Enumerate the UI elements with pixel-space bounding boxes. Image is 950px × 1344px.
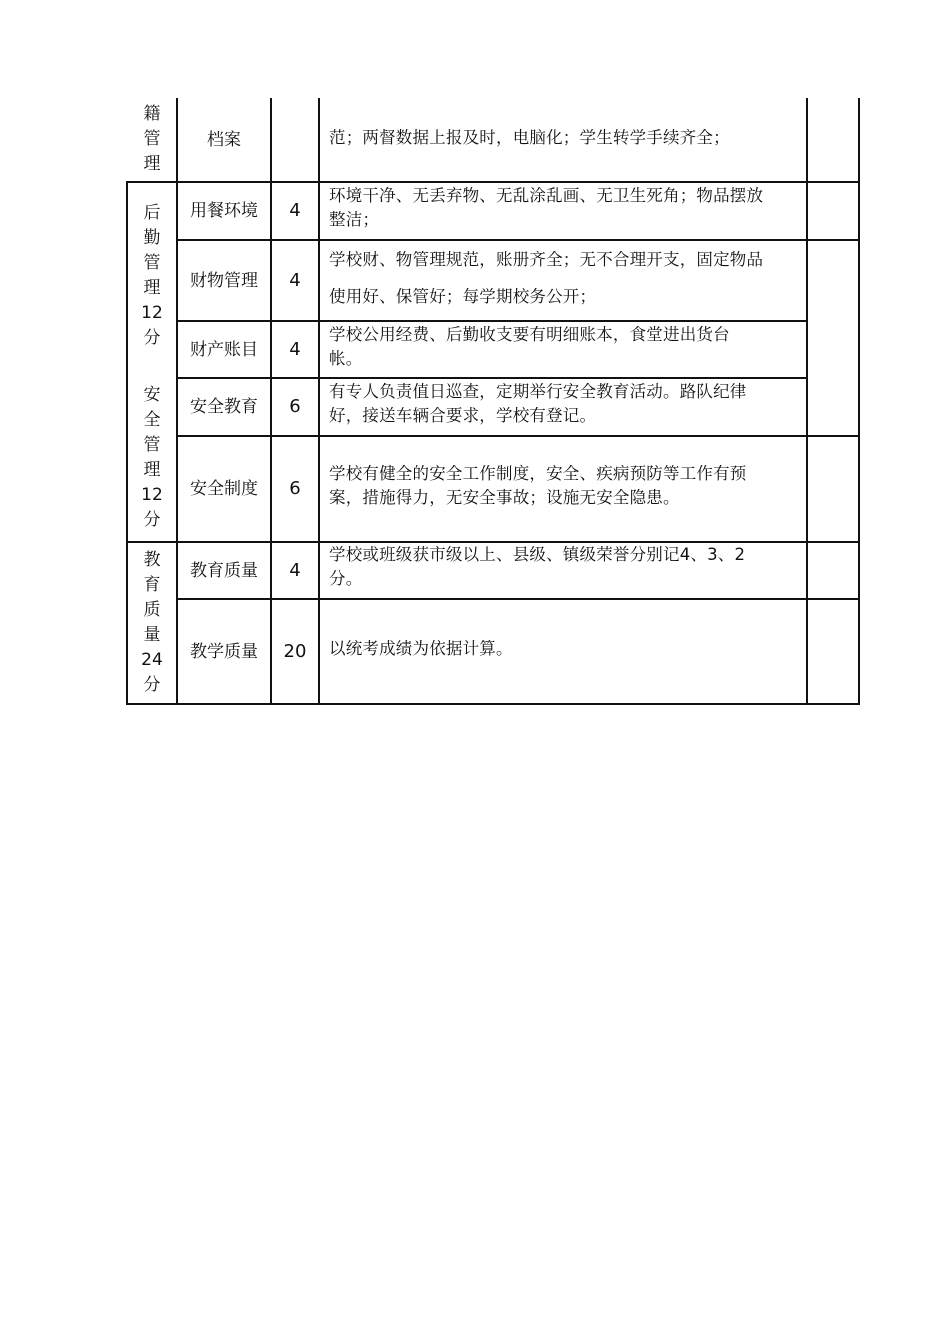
category-char: 24 <box>141 650 163 670</box>
score-cell: 6 <box>289 478 301 499</box>
item-cell: 安全教育 <box>190 397 258 417</box>
remark-cell <box>808 98 858 181</box>
description-cell <box>329 241 803 315</box>
category-char: 教 <box>143 550 161 570</box>
category-char: 理 <box>143 154 161 174</box>
score-cell: 4 <box>289 200 301 221</box>
score-cell: 6 <box>289 396 301 417</box>
row-divider-3 <box>176 377 808 379</box>
category-char: 安 <box>143 385 161 405</box>
description-line: 整洁； <box>329 210 380 229</box>
description-cell <box>329 184 803 232</box>
category-char: 分 <box>143 328 161 348</box>
description-line: 学校或班级获市级以上、县级、镇级荣誉分别记4、3、2 <box>329 545 746 564</box>
category-char: 分 <box>143 675 161 695</box>
description-line: 帐。 <box>329 349 363 368</box>
description-cell <box>329 380 803 428</box>
item-cell: 安全制度 <box>190 479 258 499</box>
score-cell: 4 <box>289 559 301 581</box>
col-divider-3 <box>318 98 320 705</box>
description-line: 范；两督数据上报及时，电脑化；学生转学手续齐全； <box>329 128 730 147</box>
description-line: 以统考成绩为依据计算。 <box>329 639 513 658</box>
category-logistics <box>128 196 176 356</box>
description-line: 学校有健全的安全工作制度，安全、疾病预防等工作有预 <box>329 464 747 483</box>
description-line: 使用好、保管好；每学期校务公开； <box>329 287 597 306</box>
description-cell <box>329 462 803 510</box>
item-cell: 教学质量 <box>190 641 258 662</box>
category-char: 育 <box>143 575 161 595</box>
description-cell <box>329 323 803 371</box>
description-line: 学校公用经费、后勤收支要有明细账本，食堂进出货台 <box>329 325 730 344</box>
category-char: 勤 <box>143 228 161 248</box>
category-char: 管 <box>143 435 161 455</box>
row-divider-2 <box>176 320 808 322</box>
item-cell: 财产账目 <box>190 339 258 360</box>
item-cell: 档案 <box>207 129 241 150</box>
category-char: 管 <box>143 129 161 149</box>
category-char: 后 <box>143 203 161 223</box>
remark-cell <box>808 543 858 598</box>
description-line: 有专人负责值日巡查，定期举行安全教育活动。路队纪律 <box>329 382 747 401</box>
table-border-right <box>858 98 860 705</box>
category-char: 理 <box>143 278 161 298</box>
score-cell <box>272 98 318 181</box>
category-education-quality <box>128 543 176 703</box>
description-line: 好，接送车辆合要求，学校有登记。 <box>329 406 597 425</box>
item-cell: 教育质量 <box>190 560 258 581</box>
item-cell: 用餐环境 <box>190 201 258 221</box>
description-line: 案，措施得力，无安全事故；设施无安全隐患。 <box>329 488 680 507</box>
description-line: 环境干净、无丢弃物、无乱涂乱画、无卫生死角；物品摆放 <box>329 186 764 205</box>
score-cell: 4 <box>289 338 301 360</box>
category-char: 管 <box>143 253 161 273</box>
category-char: 籍 <box>143 104 161 124</box>
category-char: 分 <box>143 510 161 530</box>
remark-cell <box>808 437 858 541</box>
category-char: 全 <box>143 410 161 430</box>
description-line: 学校财、物管理规范，账册齐全；无不合理开支，固定物品 <box>329 250 764 269</box>
score-cell: 20 <box>283 640 307 662</box>
category-char: 量 <box>143 625 161 645</box>
description-line: 分。 <box>329 569 363 588</box>
item-cell: 财物管理 <box>190 270 258 291</box>
description-cell <box>329 637 803 661</box>
category-char: 理 <box>143 460 161 480</box>
category-student-records <box>128 98 176 181</box>
category-char: 质 <box>143 600 161 620</box>
category-safety <box>128 378 176 538</box>
score-cell: 4 <box>289 269 301 291</box>
description-cell <box>329 126 803 150</box>
remark-cell <box>808 183 858 239</box>
remark-cell <box>808 241 858 435</box>
remark-cell <box>808 600 858 703</box>
category-char: 12 <box>141 303 163 323</box>
category-char: 12 <box>141 485 163 505</box>
description-cell <box>329 543 803 591</box>
table-border-bottom <box>126 703 860 705</box>
